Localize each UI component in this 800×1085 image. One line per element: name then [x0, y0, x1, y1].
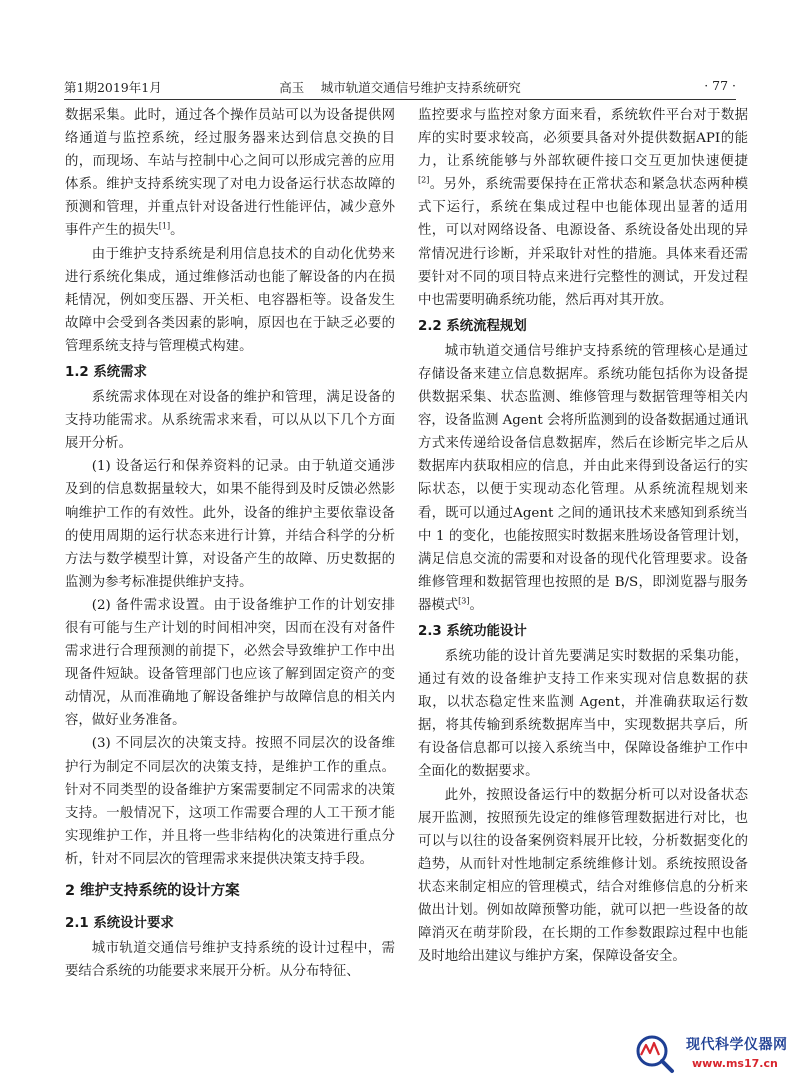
page-number: · 77 · [704, 78, 736, 93]
author-title: 高玉 城市轨道交通信号维护支持系统研究 [279, 80, 521, 95]
citation[interactable]: [2] [418, 175, 430, 185]
citation[interactable]: [1] [158, 222, 171, 231]
issue-label: 第1期2019年1月 [64, 80, 162, 95]
section-heading-1-2: 1.2 系统需求 [65, 365, 147, 381]
paragraph: 系统功能的设计首先要满足实时数据的采集功能，通过有效的设备维护支持工作来实现对信息数据的获取，以状态稳定性来监测 Agent，并准确获取运行数据，将其传输到系统数据库当中，实现数据共享后，所有设备信息都可以接入系统当中，保障设备维护工作中全面化的数据要求。 [418, 648, 748, 780]
right-column [418, 104, 748, 968]
section-heading-2-2: 2.2 系统流程规划 [418, 318, 527, 334]
watermark-name: 现代科学仪器网 [686, 1037, 788, 1053]
section-heading-2: 2 维护支持系统的设计方案 [65, 883, 240, 899]
left-column [65, 104, 395, 983]
paragraph: 由于维护支持系统是利用信息技术的自动化优势来进行系统化集成，通过维修活动也能了解设备的内在损耗情况，例如变压器、开关柜、电容器柜等。设备发生故障中会受到各类因素的影响，原因也在于缺乏必要的管理系统支持与管理模式构建。 [65, 246, 395, 354]
citation[interactable]: [3] [458, 596, 470, 606]
paragraph: 系统需求体现在对设备的维护和管理，满足设备的支持功能需求。从系统需求来看，可以从以下几个方面展开分析。 [65, 390, 395, 452]
paragraph: (2) 备件需求设置。由于设备维护工作的计划安排很有可能与生产计划的时间相冲突，因而在没有对备件需求进行合理预测的前提下，必然会导致维护工作中出现备件短缺。设备管理部门也应该了解到固定资产的变动情况，从而准确地了解设备维护与故障信息的相关内容，做好业务准备。 [65, 597, 395, 729]
watermark-url: www.ms17.cn [692, 1057, 778, 1070]
paragraph: 城市轨道交通信号维护支持系统的管理核心是通过存储设备来建立信息数据库。系统功能包括你为设备提供数据采集、状态监测、维修管理与数据管理等相关内容，设备监测 Agent 会将所监测到的设备数据通过通讯方式来传递给设备信息数据库，然后在诊断完毕之后从数据库内获取相应的信息，并由此来得到设备运行的实际状态，以便于实现动态化管理。从系统流程规划来看，既可以通过Agent 之间的通讯技术来感知到系统当中 1 的变化，也能按照实时数据来胜场设备管理计划，满足信息交流的需要和对设备的现代化管理要求。设备维修管理和数据管理也按照的是 B/S，即浏览器与服务器模式[3]。 [418, 343, 748, 613]
paragraph: 监控要求与监控对象方面来看，系统软件平台对于数据库的实时要求较高，必须要具备对外提供数据API的能力，让系统能够与外部软硬件接口交互更加快速便捷[2]。另外，系统需要保持在正常状态和紧急状态两种模式下运行，系统在集成过程中也能体现出显著的适用性，可以对网络设备、电源设备、系统设备处出现的异常情况进行诊断，并采取针对性的措施。具体来看还需要针对不同的项目特点来进行完整性的测试，开发过程中也需要明确系统功能，然后再对其开放。 [418, 108, 748, 308]
watermark-logo[interactable] [632, 1025, 800, 1080]
paragraph: (3) 不同层次的决策支持。按照不同层次的设备维护行为制定不同层次的决策支持，是维护工作的重点。针对不同类型的设备维护方案需要制定不同需求的决策支持。一般情况下，这项工作需要合理的人工干预才能实现维护工作，并且将一些非结构化的决策进行重点分析，针对不同层次的管理需求来提供决策支持手段。 [65, 736, 395, 867]
paragraph: 数据采集。此时，通过各个操作员站可以为设备提供网络通道与监控系统，经过服务器来达到信息交换的目的，而现场、车站与控制中心之间可以形成完善的应用体系。维护支持系统实现了对电力设备运行状态故障的预测和管理，并重点针对设备进行性能评估，减少意外事件产生的损失[1]。 [65, 108, 395, 239]
paragraph: (1) 设备运行和保养资料的记录。由于轨道交通涉及到的信息数据量较大，如果不能得到及时反馈必然影响维护工作的有效性。此外，设备的维护主要依靠设备的使用周期的运行状态来进行计算，并结合科学的分析方法与数学模型计算，对设备产生的故障、历史数据的监测为参考标准提供维护支持。 [65, 459, 395, 590]
paragraph: 城市轨道交通信号维护支持系统的设计过程中，需要结合系统的功能要求来展开分析。从分布特征、 [65, 941, 395, 980]
section-heading-2-3: 2.3 系统功能设计 [418, 623, 527, 639]
magnifier-icon [632, 1033, 682, 1075]
paragraph: 此外，按照设备运行中的数据分析可以对设备状态展开监测，按照预先设定的维修管理数据进行对比，也可以与以往的设备案例资料展开比较，分析数据变化的趋势，从而针对性地制定系统维修计划。系统按照设备状态来制定相应的管理模式，结合对维修信息的分析来做出计划。例如故障预警功能，就可以把一些设备的故障消灭在萌芽阶段，在长期的工作参数跟踪过程中也能及时地给出建议与维护方案，保障设备安全。 [418, 787, 748, 965]
header-divider [64, 99, 736, 100]
section-heading-2-1: 2.1 系统设计要求 [65, 916, 174, 931]
